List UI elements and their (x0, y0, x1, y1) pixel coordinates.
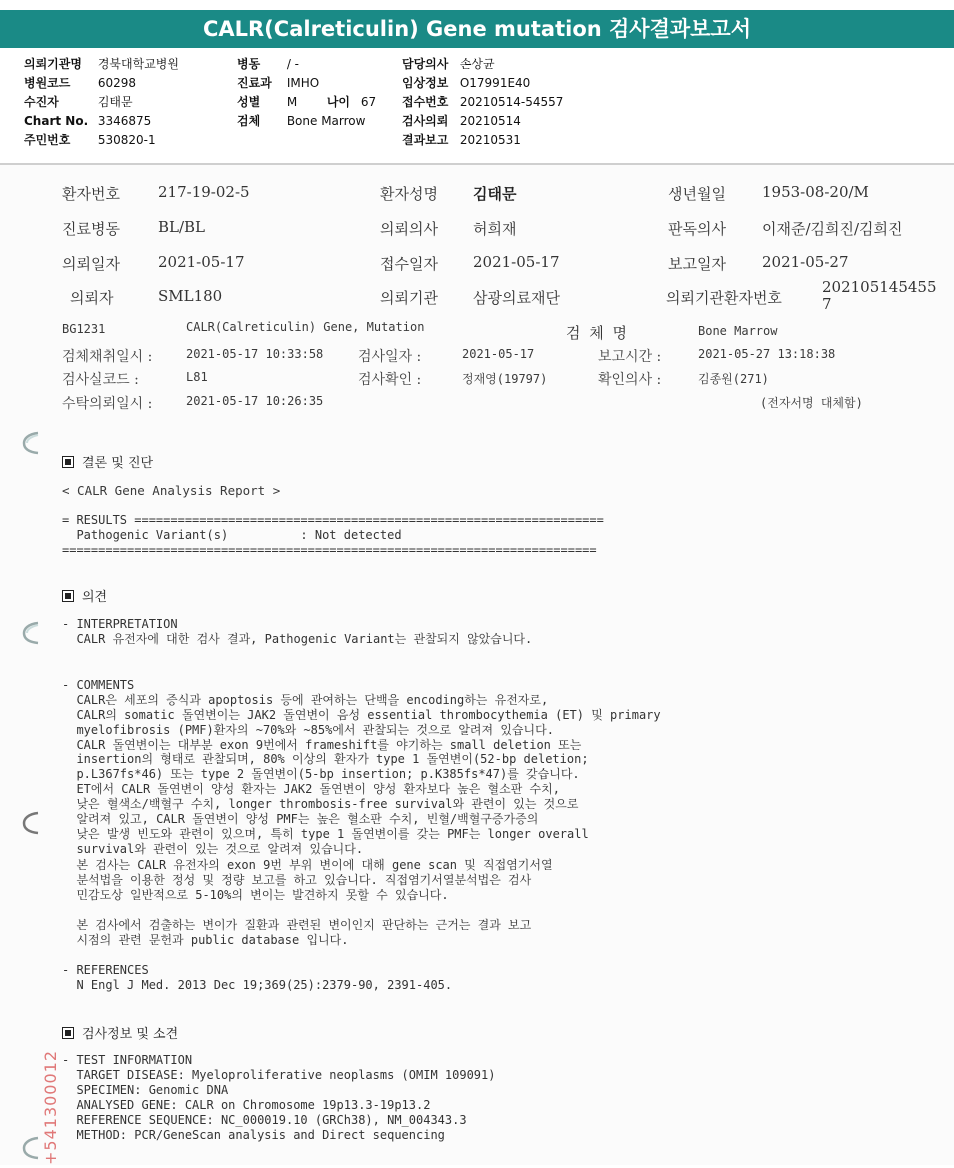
test-info-block (62, 1053, 495, 1142)
text-line: CALR 돌연변이는 대부분 exon 9번에서 frameshift를 야기하는 small deletion 또는 (62, 737, 582, 752)
text-line: - TEST INFORMATION (62, 1053, 193, 1067)
comments-block (62, 663, 661, 857)
patient-value: 2021-05-17 (473, 253, 560, 271)
patient-value: SML180 (158, 287, 223, 305)
section-conclusion: 결론 및 진단 (62, 452, 153, 471)
header-col-1 (24, 55, 179, 150)
header-field: 담당의사 손상균 (402, 57, 495, 71)
text-line: CALR은 세포의 증식과 apoptosis 등에 관여하는 단백을 encoding하는 유전자로, (62, 692, 549, 707)
header-field: 수진자 김태문 (24, 95, 133, 109)
text-line: N Engl J Med. 2013 Dec 19;369(25):2379-90, 2391-405. (62, 977, 453, 992)
results-block (62, 513, 604, 558)
exam-value: 2021-05-17 (462, 347, 535, 361)
section-bullet-icon (62, 590, 74, 602)
header-field: 임상정보 O17991E40 (402, 76, 531, 90)
header-field: 결과보고 20210531 (402, 133, 521, 147)
method-block (62, 858, 553, 903)
header-field: 검사의뢰 20210514 (402, 114, 521, 128)
specimen-value: Bone Marrow (698, 324, 778, 338)
exam-label: 확인의사 : (598, 372, 662, 388)
exam-label: 검사확인 : (358, 372, 422, 388)
header-field: 진료과 IMHO (237, 76, 320, 90)
text-line: - COMMENTS (62, 677, 135, 692)
text-line: 분석법을 이용한 정성 및 정량 보고를 하고 있습니다. 직접염기서열분석법은 검사 (62, 872, 532, 887)
binder-hole-icon (20, 620, 42, 646)
patient-value: 이재준/김희진/김희진 (762, 220, 903, 238)
exam-value: 2021-05-17 10:26:35 (186, 394, 324, 408)
header-col-2 (237, 55, 376, 131)
patient-value: BL/BL (158, 218, 206, 236)
patient-label: 환자번호 (62, 185, 120, 203)
binder-hole-icon (20, 430, 42, 456)
report-title: CALR(Calreticulin) Gene mutation 검사결과보고서 (0, 10, 954, 48)
text-line: TARGET DISEASE: Myeloproliferative neoplasms (OMIM 109091) (62, 1067, 496, 1082)
patient-label: 의뢰의사 (380, 220, 438, 238)
header-field: 병동 / - (237, 57, 300, 71)
header-field: 검체 Bone Marrow (237, 114, 366, 128)
patient-value: 2021-05-27 (762, 253, 849, 271)
results-line: = RESULTS ================================================================= (62, 513, 604, 527)
text-line: - INTERPRETATION (62, 617, 178, 631)
patient-label: 의뢰기관환자번호 (666, 289, 782, 307)
text-line: p.L367fs*46) 또는 type 2 돌연변이(5-bp insertion; p.K385fs*47)를 갖습니다. (62, 767, 580, 782)
text-line: CALR 유전자에 대한 검사 결과, Pathogenic Variant는 관찰되지 않았습니다. (62, 631, 533, 646)
header-col-3 (402, 55, 563, 150)
text-line: REFERENCE SEQUENCE: NC_000019.10 (GRCh38), NM_004343.3 (62, 1112, 467, 1127)
exam-value: L81 (186, 370, 208, 384)
text-line: 낮은 혈색소/백혈구 수치, longer thrombosis-free survival와 관련이 있는 것으로 (62, 797, 579, 812)
text-line: survival와 관련이 있는 것으로 알려져 있습니다. (62, 841, 364, 856)
patient-value: 삼광의료재단 (473, 289, 560, 307)
exam-code: BG1231 (62, 322, 106, 336)
exam-value: 2021-05-17 10:33:58 (186, 347, 324, 361)
patient-value: 202105145455 7 (822, 278, 937, 313)
patient-value: 2021-05-17 (158, 253, 245, 271)
vertical-stamp: +541300012 (41, 1049, 60, 1165)
patient-label: 진료병동 (62, 220, 120, 238)
text-line: 알려져 있고, CALR 돌연변이 양성 PMF는 높은 혈소판 수치, 빈혈/백혈구증가증의 (62, 812, 539, 827)
section-bullet-icon (62, 456, 74, 468)
section-test-info: 검사정보 및 소견 (62, 1023, 178, 1042)
header-field: 성별 M 나이 67 (237, 95, 377, 109)
text-line: CALR의 somatic 돌연변이는 JAK2 돌연변이 음성 essential thrombocythemia (ET) 및 primary (62, 707, 661, 722)
exam-value: 김종원(271) (698, 372, 769, 386)
patient-label: 의뢰일자 (62, 255, 120, 273)
text-line: 낮은 발생 빈도와 관련이 있으며, 특히 type 1 돌연변이를 갖는 PMF는 longer overall (62, 826, 589, 841)
report-header: < CALR Gene Analysis Report > (62, 483, 281, 498)
text-line: 본 검사에서 검출하는 변이가 질환과 관련된 변이인지 판단하는 근거는 결과 보고 (62, 918, 532, 932)
binder-hole-icon (20, 1135, 42, 1161)
patient-value: 217-19-02-5 (158, 183, 250, 201)
patient-label: 의뢰기관 (380, 289, 438, 307)
patient-name: 김태문 (473, 185, 517, 203)
exam-value: 정재영(19797) (462, 372, 548, 386)
binder-hole-icon (20, 810, 42, 836)
text-line: myelofibrosis (PMF)환자의 ~70%와 ~85%에서 관찰되는 것으로 알려져 있습니다. (62, 722, 554, 737)
specimen-label: 검 체 명 (566, 324, 630, 342)
header-field: 주민번호 530820-1 (24, 133, 156, 147)
exam-value: 2021-05-27 13:18:38 (698, 347, 836, 361)
header-field: 병원코드 60298 (24, 76, 137, 90)
patient-label: 의뢰자 (70, 289, 114, 307)
references-block (62, 963, 452, 993)
patient-value: 1953-08-20/M (762, 183, 869, 201)
header-field: 의뢰기관명 경북대학교병원 (24, 57, 179, 71)
patient-label: 보고일자 (668, 255, 726, 273)
text-line: - REFERENCES (62, 963, 149, 977)
patient-label: 접수일자 (380, 255, 438, 273)
patient-label: 환자성명 (380, 185, 438, 203)
exam-label: 검체채취일시 : (62, 349, 153, 365)
results-line: Pathogenic Variant(s) : Not detected (62, 527, 402, 542)
interpretation-block (62, 617, 532, 647)
exam-label: 보고시간 : (598, 349, 662, 365)
text-line: 민감도상 일반적으로 5-10%의 변이는 발견하지 못할 수 있습니다. (62, 887, 449, 902)
text-line: ANALYSED GENE: CALR on Chromosome 19p13.3-19p13.2 (62, 1097, 431, 1112)
text-line: 시점의 관련 문헌과 public database 입니다. (62, 932, 349, 947)
header-field: Chart No. 3346875 (24, 114, 152, 128)
exam-label: 검사일자 : (358, 349, 422, 365)
exam-label: 검사실코드 : (62, 372, 139, 388)
text-line: SPECIMEN: Genomic DNA (62, 1082, 229, 1097)
exam-name: CALR(Calreticulin) Gene, Mutation (186, 320, 425, 334)
text-line: METHOD: PCR/GeneScan analysis and Direct sequencing (62, 1127, 445, 1142)
basis-block (62, 918, 531, 948)
text-line: insertion의 형태로 관찰되며, 80% 이상의 환자가 type 1 돌연변이(52-bp deletion; (62, 752, 589, 767)
header-field: 접수번호 20210514-54557 (402, 95, 564, 109)
text-line: ET에서 CALR 돌연변이 양성 환자는 JAK2 돌연변이 양성 환자보다 높은 혈소판 수치, (62, 782, 560, 797)
patient-label: 생년월일 (668, 185, 726, 203)
results-line: ========================================================================== (62, 542, 597, 557)
exam-label: 수탁의뢰일시 : (62, 396, 153, 412)
section-opinion: 의견 (62, 586, 107, 605)
patient-label: 판독의사 (668, 220, 726, 238)
patient-value: 허희재 (473, 220, 517, 238)
esign-note: (전자서명 대체함) (760, 396, 863, 410)
text-line: 본 검사는 CALR 유전자의 exon 9번 부위 변이에 대해 gene scan 및 직접염기서열 (62, 858, 553, 872)
